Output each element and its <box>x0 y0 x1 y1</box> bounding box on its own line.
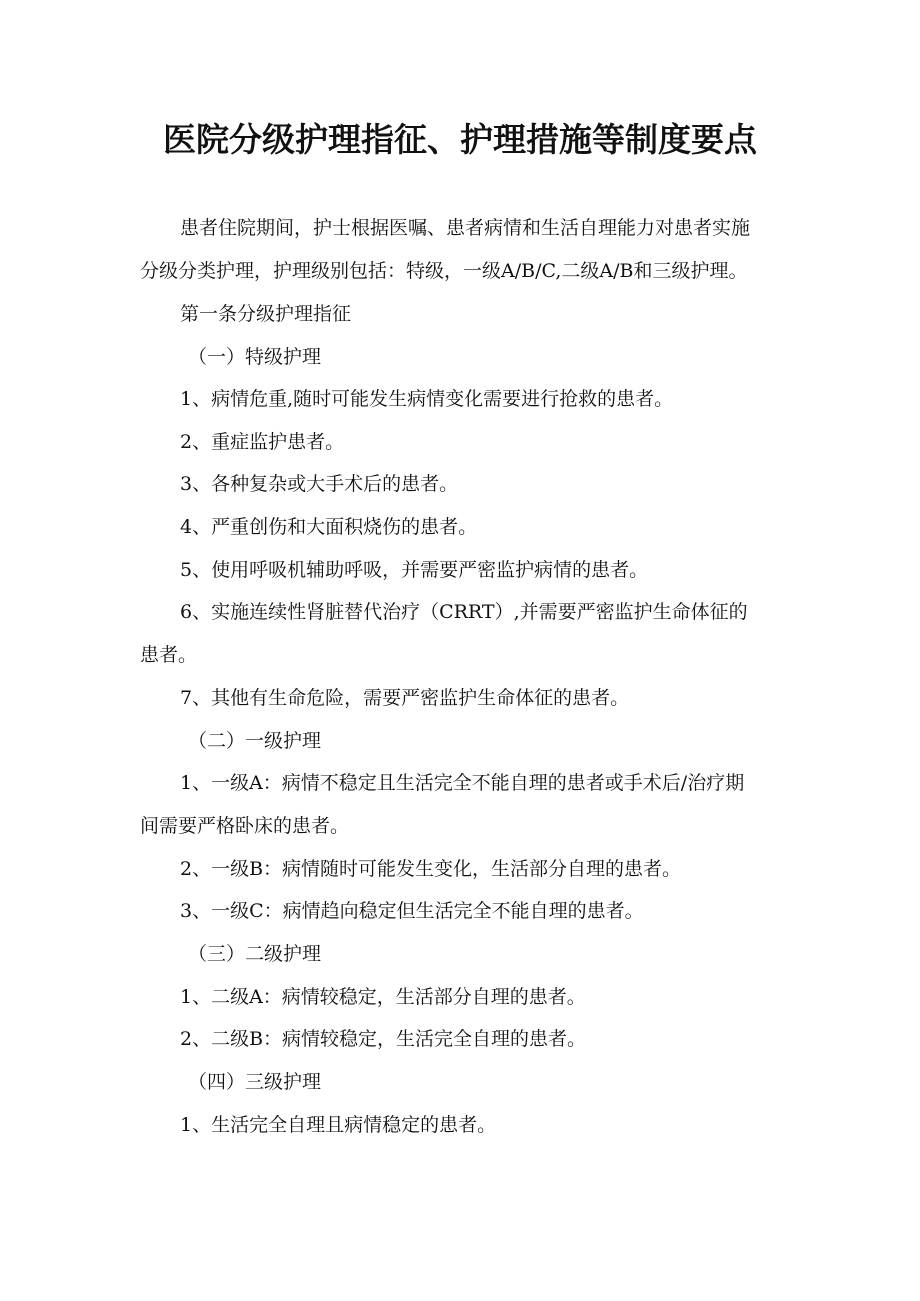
intro-line-1: 患者住院期间，护士根据医嘱、患者病情和生活自理能力对患者实施 <box>180 217 751 239</box>
list-item-continuation: 间需要严格卧床的患者。 <box>140 815 350 837</box>
list-item: 7、其他有生命危险，需要严密监护生命体征的患者。 <box>180 687 630 709</box>
list-item: 5、使用呼吸机辅助呼吸，并需要严密监护病情的患者。 <box>180 559 649 581</box>
list-item: 1、二级A：病情较稳定，生活部分自理的患者。 <box>180 986 586 1008</box>
list-item: 4、严重创伤和大面积烧伤的患者。 <box>180 516 478 538</box>
list-item: 2、重症监护患者。 <box>180 431 345 453</box>
article-heading: 第一条分级护理指征 <box>180 303 352 325</box>
list-item-continuation: 患者。 <box>140 644 198 666</box>
section-heading-level-one: （二）一级护理 <box>188 730 322 752</box>
section-heading-special: （一）特级护理 <box>188 346 322 368</box>
intro-line-2: 分级分类护理，护理级别包括：特级，一级A/B/C,二级A/B和三级护理。 <box>140 260 748 282</box>
list-item: 6、实施连续性肾脏替代治疗（CRRT）,并需要严密监护生命体征的 <box>180 601 748 623</box>
list-item: 2、二级B：病情较稳定，生活完全自理的患者。 <box>180 1028 587 1050</box>
list-item: 3、各种复杂或大手术后的患者。 <box>180 473 459 495</box>
document-title: 医院分级护理指征、护理措施等制度要点 <box>163 120 757 159</box>
list-item: 3、一级C：病情趋向稳定但生活完全不能自理的患者。 <box>180 900 644 922</box>
section-heading-level-two: （三）二级护理 <box>188 943 322 965</box>
list-item: 1、病情危重,随时可能发生病情变化需要进行抢救的患者。 <box>180 388 674 410</box>
list-item: 2、一级B：病情随时可能发生变化，生活部分自理的患者。 <box>180 858 682 880</box>
list-item: 1、一级A：病情不稳定且生活完全不能自理的患者或手术后/治疗期 <box>180 772 745 794</box>
list-item: 1、生活完全自理且病情稳定的患者。 <box>180 1114 497 1136</box>
section-heading-level-three: （四）三级护理 <box>188 1071 322 1093</box>
